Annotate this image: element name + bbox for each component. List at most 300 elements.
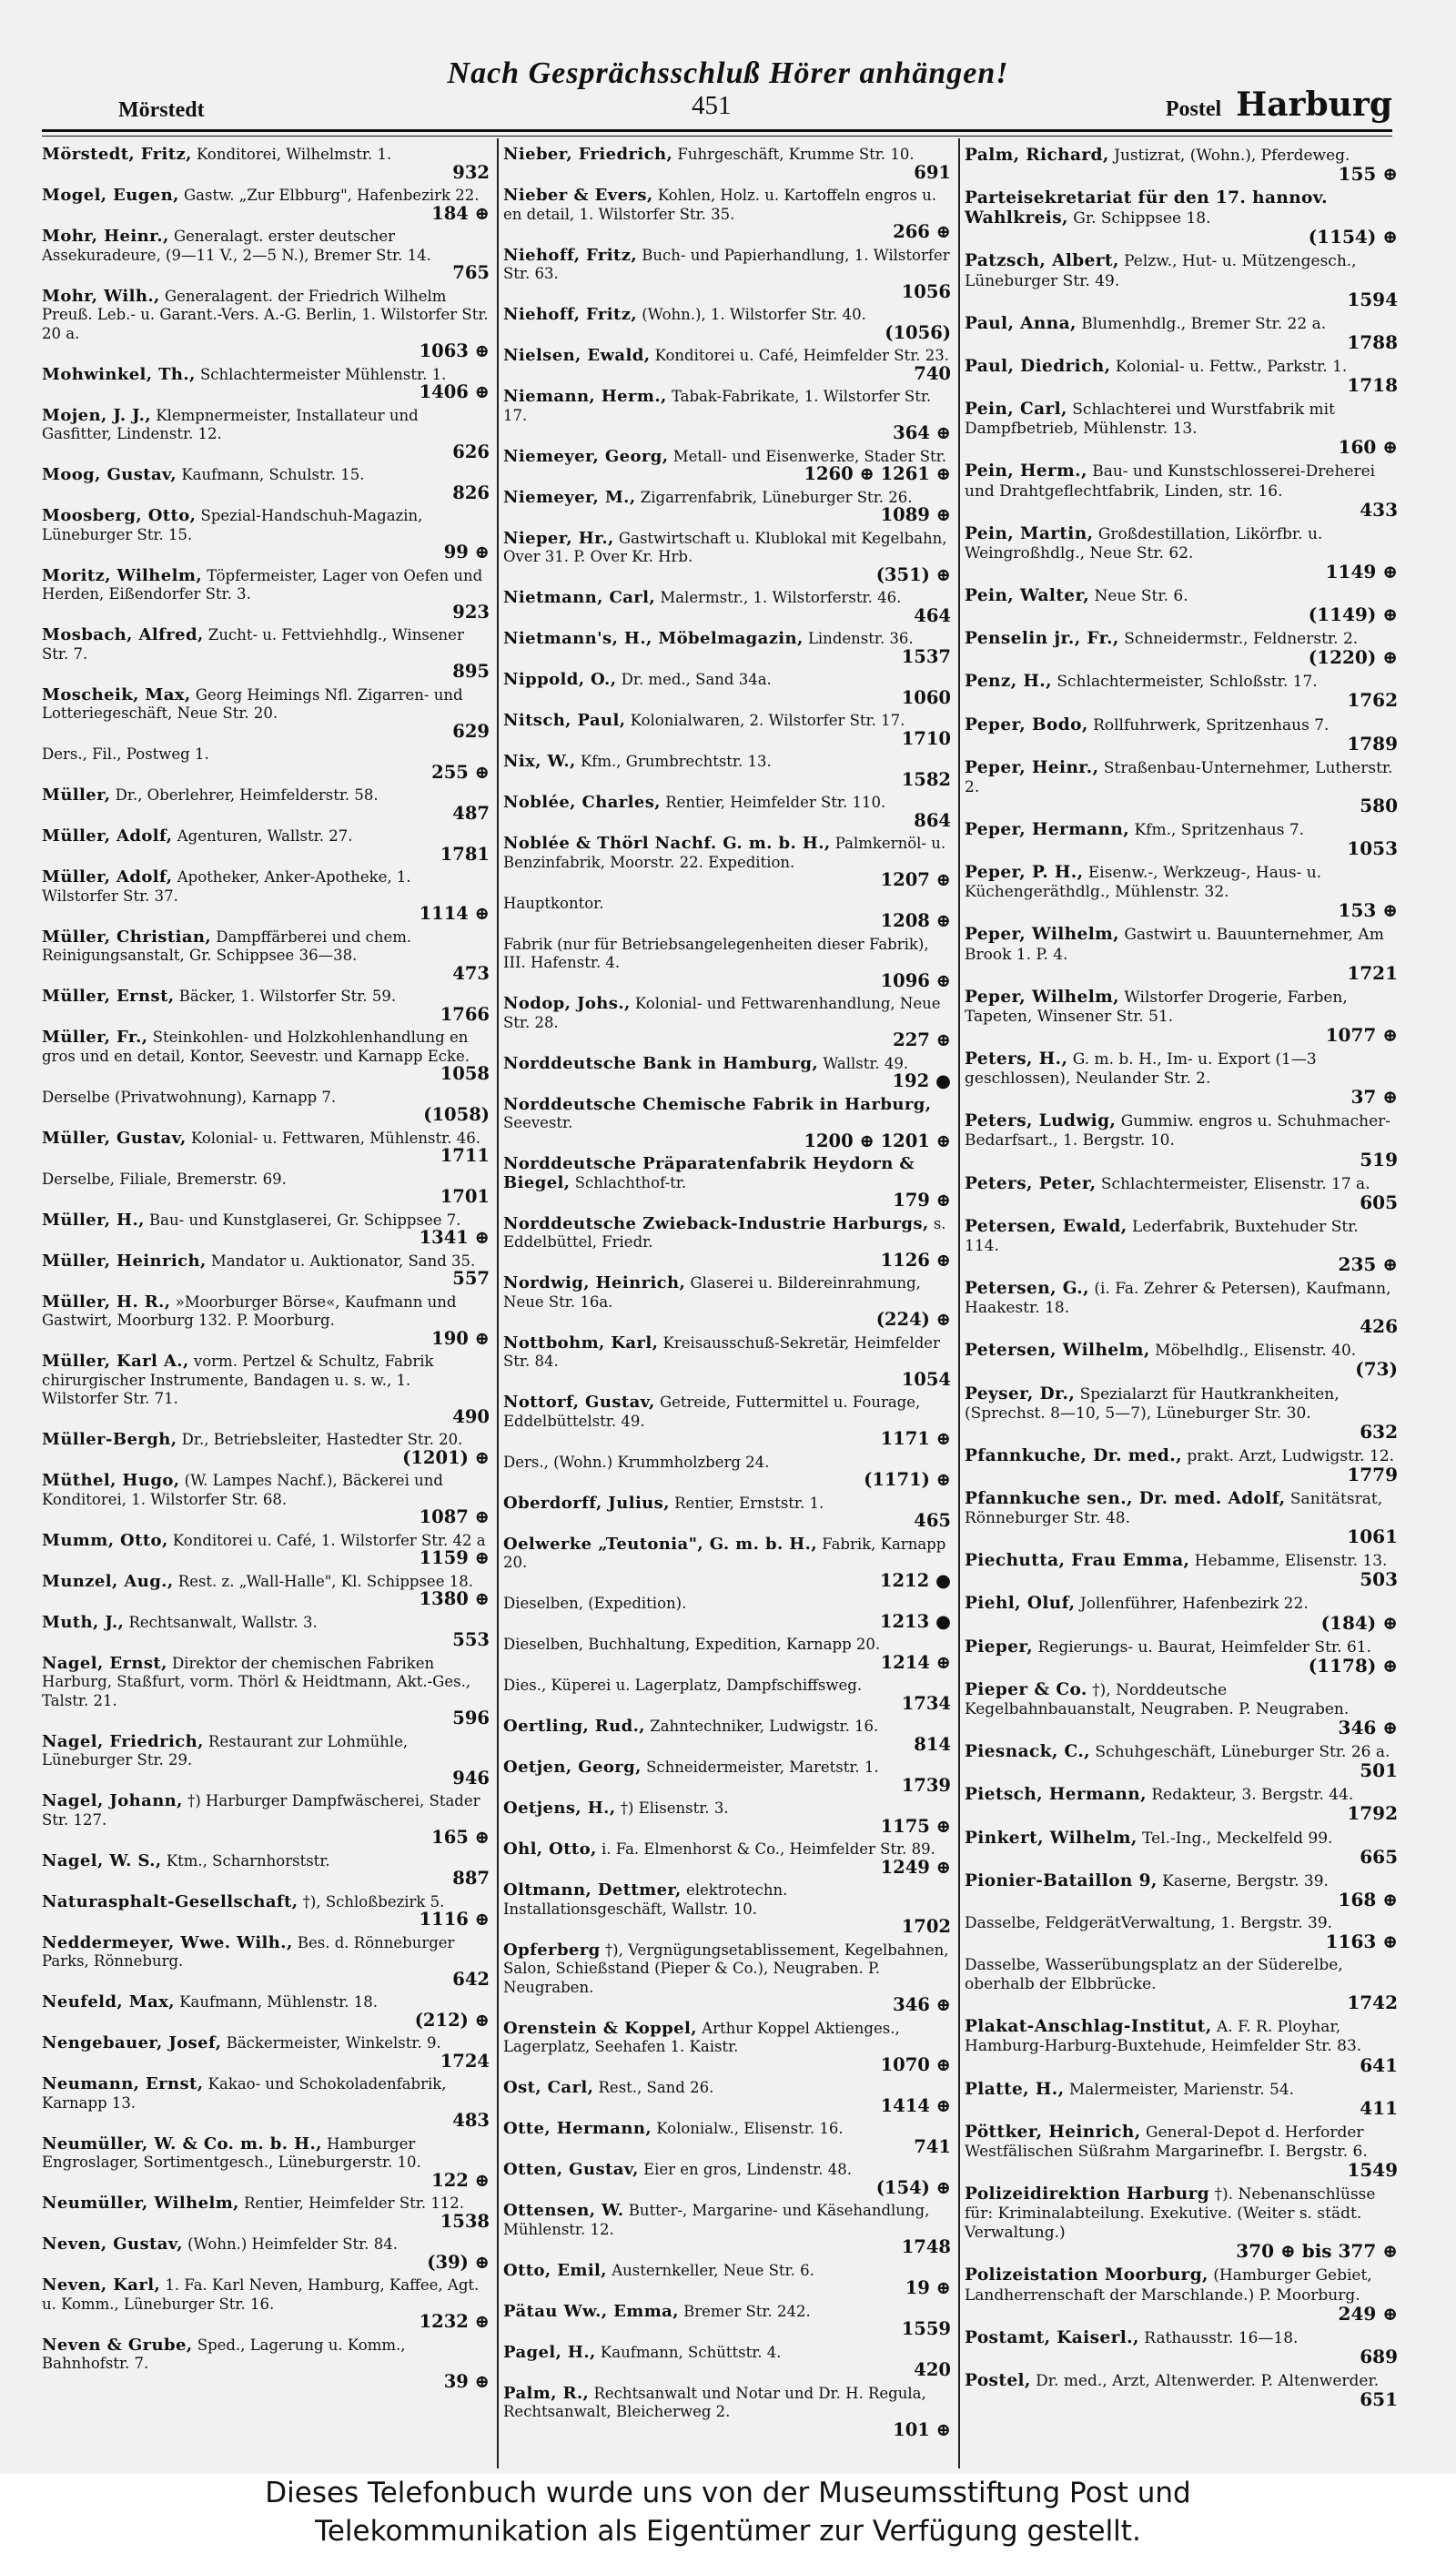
listing-entry xyxy=(503,347,951,383)
phone-number: 1056 xyxy=(901,280,951,302)
phone-number: 165 ⊕ xyxy=(431,1827,490,1848)
listing-details: Bäckermeister, Winkelstr. 9. xyxy=(226,2034,441,2052)
listing-name: Niemeyer, Georg, xyxy=(503,446,669,466)
phone-number: 1406 ⊕ xyxy=(419,381,490,402)
listing-details: Fuhrgeschäft, Krumme Str. 10. xyxy=(677,146,915,163)
listing-entry xyxy=(503,247,951,302)
listing-details: (i. Fa. Zehrer & Petersen), Kaufmann, Haakestr. 18. xyxy=(965,1280,1391,1318)
listing-entry xyxy=(42,686,490,742)
listing-entry xyxy=(42,507,490,562)
listing-entry xyxy=(42,228,490,283)
listing-name: Müller, Fr., xyxy=(42,1028,148,1047)
listing-entry xyxy=(965,1914,1398,1951)
phone-number: (154) ⊕ xyxy=(875,2176,951,2198)
listing-name: Oetjen, Georg, xyxy=(503,1758,642,1777)
listing-details: Kaserne, Bergstr. 39. xyxy=(1162,1871,1329,1890)
phone-number: 1766 xyxy=(440,1003,490,1025)
phone-number: (351) ⊕ xyxy=(875,563,951,585)
phone-number: 1096 ⊕ xyxy=(880,969,951,991)
listing-details: Kolonial- und Fettwarenhandlung, Neue Str. 28. xyxy=(503,995,941,1031)
phone-number: 346 ⊕ xyxy=(1338,1717,1398,1739)
phone-number: 689 xyxy=(1360,2345,1398,2367)
phone-number: 465 xyxy=(914,1510,951,1531)
listing-entry xyxy=(503,753,951,789)
phone-number: 629 xyxy=(452,720,490,742)
listing-details: Dr. med., Sand 34a. xyxy=(621,671,772,688)
listing-entry xyxy=(42,1089,490,1125)
phone-number: 740 xyxy=(914,362,951,384)
phone-number: 473 xyxy=(452,962,490,984)
phone-number: 426 xyxy=(1360,1315,1398,1338)
listing-details: †). Nebenanschlüsse für: Kriminalabteilung. Exekutive. (Weiter s. städt. Verwaltung.) xyxy=(965,2185,1376,2243)
phone-number: 1200 ⊕ 1201 ⊕ xyxy=(804,1130,951,1151)
phone-number: 1232 ⊕ xyxy=(419,2311,490,2332)
phone-number: 1549 xyxy=(1347,2159,1398,2181)
listing-name: Pätau Ww., Emma, xyxy=(503,2301,679,2321)
listing-entry xyxy=(965,1217,1398,1274)
listing-name: Mosbach, Alfred, xyxy=(42,625,204,644)
listing-entry xyxy=(503,2385,951,2440)
footer-line-1: Dieses Telefonbuch wurde uns von der Museumsstiftung Post und xyxy=(265,2477,1191,2509)
listing-name: Norddeutsche Präparatenfabrik Heydorn & Biegel, xyxy=(503,1154,915,1192)
listing-entry xyxy=(503,1454,951,1490)
listing-name: Müller, Gustav, xyxy=(42,1128,187,1148)
listing-name: Otten, Gustav, xyxy=(503,2160,639,2179)
listing-entry xyxy=(965,357,1398,395)
listing-name: Oertling, Rud., xyxy=(503,1717,645,1736)
listing-entry xyxy=(965,1111,1398,1169)
listing-details: Mandator u. Auktionator, Sand 35. xyxy=(210,1252,476,1270)
phone-number: 642 xyxy=(452,1968,490,1990)
listing-entry xyxy=(503,530,951,585)
listing-entry xyxy=(42,1293,490,1349)
listing-details: Ders., (Wohn.) Krummholzberg 24. xyxy=(503,1453,770,1471)
listing-details: Rechtsanwalt und Notar und Dr. H. Regula, Rechtsanwalt, Bleicherweg 2. xyxy=(503,2384,926,2420)
phone-number: 1792 xyxy=(1347,1802,1398,1825)
listing-name: Polizeidirektion Harburg xyxy=(965,2184,1210,2204)
phone-number: 864 xyxy=(914,809,951,831)
listing-details: Rentier, Ernststr. 1. xyxy=(674,1494,824,1512)
listing-entry xyxy=(42,1252,490,1289)
listing-details: vorm. Pertzel & Schultz, Fabrik chirurgischer Instrumente, Bandagen u. s. w., 1. Wilstorfer Str. 71. xyxy=(42,1353,434,1407)
listing-entry xyxy=(42,868,490,924)
phone-number: 39 ⊕ xyxy=(443,2370,490,2392)
listing-name: Pein, Walter, xyxy=(965,585,1090,605)
phone-number: 1711 xyxy=(440,1145,490,1166)
phone-number: 826 xyxy=(452,481,490,503)
listing-entry xyxy=(965,1785,1398,1823)
phone-number: 1380 ⊕ xyxy=(419,1588,490,1609)
phone-number: 1341 ⊕ xyxy=(419,1227,490,1248)
listing-name: Peper, Bodo, xyxy=(965,715,1088,735)
listing-entry xyxy=(42,1171,490,1207)
listing-name: Pionier-Bataillon 9, xyxy=(965,1870,1158,1890)
listing-entry xyxy=(42,1993,490,2030)
listing-details: Schneidermstr., Feldnerstr. 2. xyxy=(1124,630,1359,649)
phone-number: 741 xyxy=(914,2135,951,2157)
phone-number: 519 xyxy=(1360,1148,1398,1171)
phone-number: 1213 ● xyxy=(879,1610,951,1632)
listing-details: (Hamburger Gebiet, Landherrenschaft der Marschlande.) P. Moorburg. xyxy=(965,2266,1372,2305)
listing-details: Derselbe (Privatwohnung), Karnapp 7. xyxy=(42,1088,337,1106)
listing-name: Mohr, Heinr., xyxy=(42,227,169,246)
phone-number: 1207 ⊕ xyxy=(880,869,951,890)
phone-number: 346 ⊕ xyxy=(893,1994,951,2015)
listing-name: Peper, P. H., xyxy=(965,863,1084,883)
listing-name: Piesnack, C., xyxy=(965,1742,1091,1762)
listing-entry xyxy=(965,461,1398,519)
listing-entry xyxy=(42,567,490,623)
listing-details: Dies., Küperei u. Lagerplatz, Dampfschiffsweg. xyxy=(503,1677,863,1694)
listing-name: Neumüller, W. & Co. m. b. H., xyxy=(42,2133,322,2154)
listing-entry xyxy=(965,2184,1398,2261)
listing-entry xyxy=(503,1274,951,1330)
listing-details: Jollenführer, Hafenbezirk 22. xyxy=(1079,1595,1309,1614)
listing-name: Platte, H., xyxy=(965,2079,1065,2099)
listing-entry xyxy=(503,2202,951,2257)
listing-entry xyxy=(42,1532,490,1568)
listing-details: Kohlen, Holz. u. Kartoffeln engros u. en detail, 1. Wilstorfer Str. 35. xyxy=(503,187,936,223)
listing-entry xyxy=(965,1489,1398,1546)
listing-name: Nagel, W. S., xyxy=(42,1850,162,1870)
listing-name: Norddeutsche Zwieback-Industrie Harburgs, xyxy=(503,1213,929,1233)
listing-name: Pöttker, Heinrich, xyxy=(965,2122,1141,2142)
listing-name: Neven & Grube, xyxy=(42,2335,193,2355)
listing-name: Ohl, Otto, xyxy=(503,1839,597,1859)
listing-entry xyxy=(503,589,951,625)
phone-number: 370 ⊕ bis 377 ⊕ xyxy=(1236,2240,1398,2263)
listing-entry xyxy=(503,1941,951,2015)
listing-entry xyxy=(965,1049,1398,1107)
listing-entry xyxy=(503,1595,951,1631)
phone-number: (73) xyxy=(1355,1358,1398,1381)
listing-details: Kolonial- u. Fettw., Parkstr. 1. xyxy=(1115,357,1348,376)
listing-name: Paul, Diedrich, xyxy=(965,356,1111,376)
listing-entry xyxy=(503,448,951,484)
header-first-entry: Mörstedt xyxy=(118,98,205,122)
listing-entry xyxy=(42,2034,490,2071)
listing-name: Neufeld, Max, xyxy=(42,1992,175,2012)
listing-name: Neumüller, Wilhelm, xyxy=(42,2194,239,2213)
phone-number: 1724 xyxy=(440,2050,490,2072)
listing-details: Hauptkontor. xyxy=(503,894,604,912)
listing-entry xyxy=(965,925,1398,982)
listing-name: Nottorf, Gustav, xyxy=(503,1393,655,1412)
listing-entry xyxy=(965,1871,1398,1910)
listing-details: Dasselbe, Wasserübungsplatz an der Süderelbe, oberhalb der Elbbrücke. xyxy=(965,1956,1343,1994)
listing-details: Gastwirtschaft u. Klublokal mit Kegelbahn, Over 31. P. Over Kr. Hrb. xyxy=(503,529,947,565)
listing-details: Buch- und Papierhandlung, 1. Wilstorfer Str. 63. xyxy=(503,246,950,282)
listing-name: Palm, R., xyxy=(503,2383,590,2403)
listing-details: Schlachtermeister Mühlenstr. 1. xyxy=(200,365,447,383)
listing-entry xyxy=(42,288,490,361)
listing-details: Generalagent. der Friedrich Wilhelm Preuß. Leb.- u. Garant.-Vers. A.-G. Berlin, 1. Wilstorfer Str. 20 a. xyxy=(42,287,489,342)
listing-details: Malermeister, Marienstr. 54. xyxy=(1068,2080,1295,2099)
listing-entry xyxy=(42,1573,490,1609)
phone-number: 596 xyxy=(452,1708,490,1728)
listing-details: Neue Str. 6. xyxy=(1094,586,1188,605)
listing-entry xyxy=(965,1956,1398,2012)
listing-entry xyxy=(42,745,490,782)
phone-number: 255 ⊕ xyxy=(431,761,490,783)
phone-number: 1249 ⊕ xyxy=(880,1856,951,1878)
listing-details: Kolonialw., Elisenstr. 16. xyxy=(656,2120,844,2137)
listing-details: Blumenhdlg., Bremer Str. 22 a. xyxy=(1081,314,1327,333)
phone-number: 101 ⊕ xyxy=(893,2418,951,2440)
listing-details: Bau- und Kunstschlosserei-Dreherei und Drahtgeflechtfabrik, Linden, str. 16. xyxy=(965,462,1376,501)
listing-name: Nagel, Friedrich, xyxy=(42,1731,204,1751)
phone-number: 501 xyxy=(1360,1759,1398,1782)
listing-name: Moscheik, Max, xyxy=(42,684,191,704)
phone-number: 503 xyxy=(1360,1568,1398,1591)
listing-details: Konditorei, Wilhelmstr. 1. xyxy=(197,146,392,163)
listing-details: Konditorei u. Café, Heimfelder Str. 23. xyxy=(654,347,949,364)
listing-details: Ktm., Scharnhorststr. xyxy=(166,1851,330,1870)
phone-number: 155 ⊕ xyxy=(1338,163,1398,186)
phone-number: (1220) ⊕ xyxy=(1308,646,1398,669)
listing-entry xyxy=(503,630,951,666)
listing-details: Palmkernöl- u. Benzinfabrik, Moorstr. 22. Expedition. xyxy=(503,835,946,871)
phone-number: 1701 xyxy=(440,1186,490,1207)
phone-number: 1779 xyxy=(1347,1463,1398,1485)
listing-entry xyxy=(42,2276,490,2332)
listing-name: Paul, Anna, xyxy=(965,313,1077,333)
phone-number: 1126 ⊕ xyxy=(880,1249,951,1271)
listing-details: Apotheker, Anker-Apotheke, 1. Wilstorfer Str. 37. xyxy=(42,868,411,905)
listing-details: A. F. R. Ployhar, Hamburg-Harburg-Buxtehude, Heimfelder Str. 83. xyxy=(965,2018,1362,2056)
listing-name: Müller, Adolf, xyxy=(42,826,173,846)
listing-name: Plakat-Anschlag-Institut, xyxy=(965,2017,1212,2037)
phone-number: 1175 ⊕ xyxy=(880,1815,951,1837)
listing-details: Ders., Fil., Postweg 1. xyxy=(42,745,209,763)
listing-details: Pelzw., Hut- u. Mützengesch., Lüneburger Str. 49. xyxy=(965,252,1357,290)
listing-entry xyxy=(42,1211,490,1248)
listing-details: Steinkohlen- und Holzkohlenhandlung en gros und en detail, Kontor, Seevestr. und Karnapp Ecke. xyxy=(42,1029,470,1065)
listing-details: »Moorburger Börse«, Kaufmann und Gastwirt, Moorburg 132. P. Moorburg. xyxy=(42,1292,457,1329)
phone-number: 1087 ⊕ xyxy=(419,1506,490,1527)
listing-name: Patzsch, Albert, xyxy=(965,251,1119,271)
phone-number: 641 xyxy=(1360,2053,1398,2076)
listing-name: Peper, Hermann, xyxy=(965,820,1130,839)
listing-details: Spezial-Handschuh-Magazin, Lüneburger Str. 15. xyxy=(42,507,423,543)
listing-entry xyxy=(965,2265,1398,2323)
listing-entry xyxy=(965,988,1398,1045)
phone-number: 626 xyxy=(452,441,490,462)
phone-number: 1721 xyxy=(1347,961,1398,984)
phone-number: 1070 ⊕ xyxy=(880,2053,951,2075)
listing-details: Agenturen, Wallstr. 27. xyxy=(177,827,353,845)
listing-details: Straßenbau-Unternehmer, Lutherstr. 2. xyxy=(965,758,1393,796)
phone-number: 1214 ⊕ xyxy=(880,1651,951,1673)
listing-name: Noblée, Charles, xyxy=(503,793,661,812)
column-divider xyxy=(958,138,960,2468)
listing-name: Peper, Heinr., xyxy=(965,757,1099,777)
column-divider xyxy=(497,138,499,2468)
listing-details: Tel.-Ing., Meckelfeld 99. xyxy=(1142,1829,1333,1848)
listing-details: Fabrik (nur für Betriebsangelegenheiten dieser Fabrik), III. Hafenstr. 4. xyxy=(503,935,929,971)
listing-details: Dasselbe, FeldgerätVerwaltung, 1. Bergstr. 39. xyxy=(965,1913,1333,1932)
phone-number: 553 xyxy=(452,1629,490,1650)
listing-details: Schlachtermeister, Schloßstr. 17. xyxy=(1057,673,1318,692)
listing-details: Georg Heimings Nfl. Zigarren- und Lotteriegeschäft, Neue Str. 20. xyxy=(42,685,463,722)
listing-entry xyxy=(42,1130,490,1166)
phone-number: 364 ⊕ xyxy=(893,422,951,443)
listing-name: Norddeutsche Chemische Fabrik in Harburg, xyxy=(503,1094,932,1114)
listing-entry xyxy=(42,1792,490,1848)
listing-details: Bremer Str. 242. xyxy=(683,2302,811,2320)
listing-entry xyxy=(42,1852,490,1889)
column-1 xyxy=(42,146,490,2396)
phone-number: (1149) ⊕ xyxy=(1308,603,1398,626)
listing-details: Rollfuhrwerk, Spritzenhaus 7. xyxy=(1093,715,1330,735)
listing-entry xyxy=(965,1637,1398,1676)
listing-name: Müller, Adolf, xyxy=(42,867,173,887)
listing-name: Pinkert, Wilhelm, xyxy=(965,1828,1138,1848)
listing-name: Neven, Gustav, xyxy=(42,2235,183,2254)
listing-entry xyxy=(965,863,1398,920)
phone-number: 1063 ⊕ xyxy=(419,340,490,361)
listing-entry xyxy=(503,1096,951,1151)
listing-name: Müller-Bergh, xyxy=(42,1430,177,1449)
listing-details: Butter-, Margarine- und Käsehandlung, Mühlenstr. 12. xyxy=(503,2202,930,2238)
listing-details: Schlachthof-tr. xyxy=(574,1173,687,1191)
listing-name: Petersen, Wilhelm, xyxy=(965,1341,1150,1361)
listing-details: Eier en gros, Lindenstr. 48. xyxy=(643,2161,852,2178)
phone-number: 1762 xyxy=(1347,689,1398,712)
listing-entry xyxy=(503,2303,951,2339)
listing-name: Muth, J., xyxy=(42,1612,125,1632)
listing-details: Kaufmann, Schulstr. 15. xyxy=(181,466,365,483)
listing-details: Arthur Koppel Aktienges., Lagerplatz, Seehafen 1. Kaistr. xyxy=(503,2019,900,2055)
listing-details: Regierungs- u. Baurat, Heimfelder Str. 61. xyxy=(1037,1637,1372,1657)
listing-entry xyxy=(503,388,951,443)
listing-name: Parteisekretariat für den 17. hannov. Wahlkreis, xyxy=(965,188,1328,228)
listing-entry xyxy=(965,251,1398,309)
listing-entry xyxy=(503,671,951,707)
listing-details: Bau- und Kunstglaserei, Gr. Schippsee 7. xyxy=(149,1211,461,1229)
listing-entry xyxy=(503,2344,951,2380)
listing-name: Oberdorff, Julius, xyxy=(503,1493,670,1513)
listing-details: (Wohn.) Heimfelder Str. 84. xyxy=(187,2235,398,2253)
listing-entry xyxy=(503,2079,951,2115)
listing-details: Rentier, Heimfelder Str. 110. xyxy=(665,794,886,811)
phone-number: 1077 ⊕ xyxy=(1325,1023,1398,1046)
phone-number: (1201) ⊕ xyxy=(402,1446,490,1468)
listing-name: Opferberg xyxy=(503,1940,601,1960)
listing-name: Nieper, Hr., xyxy=(503,528,614,548)
listing-name: Munzel, Aug., xyxy=(42,1571,174,1591)
phone-number: 184 ⊕ xyxy=(431,202,490,224)
listing-details: Schlachterei und Wurstfabrik mit Dampfbetrieb, Mühlenstr. 13. xyxy=(965,400,1335,439)
header-rule xyxy=(42,129,1392,132)
listing-name: Pfannkuche sen., Dr. med. Adolf, xyxy=(965,1489,1286,1508)
listing-name: Nagel, Johann, xyxy=(42,1791,183,1810)
listing-details: Sanitätsrat, Rönneburger Str. 48. xyxy=(965,1490,1383,1528)
listing-entry xyxy=(503,1334,951,1390)
listing-entry xyxy=(503,1215,951,1271)
phone-number: 1414 ⊕ xyxy=(880,2094,951,2116)
listing-details: Bäcker, 1. Wilstorfer Str. 59. xyxy=(178,988,397,1005)
listing-entry xyxy=(503,712,951,748)
listing-name: Peper, Wilhelm, xyxy=(965,925,1119,945)
footer-line-2: Telekommunikation als Eigentümer zur Verfügung gestellt. xyxy=(315,2515,1141,2548)
listing-name: Piechutta, Frau Emma, xyxy=(965,1551,1190,1571)
listing-entry xyxy=(503,146,951,182)
phone-number: 1058 xyxy=(440,1063,490,1084)
listing-entry xyxy=(965,1594,1398,1632)
listing-name: Neumann, Ernst, xyxy=(42,2074,204,2093)
listing-details: Spezialarzt für Hautkrankheiten, (Sprechst. 8—10, 5—7), Lüneburger Str. 30. xyxy=(965,1384,1340,1423)
listing-name: Peyser, Dr., xyxy=(965,1383,1076,1404)
listing-entry xyxy=(965,314,1398,352)
listing-details: Gastwirt u. Bauunternehmer, Am Brook 1. P. 4. xyxy=(965,926,1384,964)
listing-details: Schuhgeschäft, Lüneburger Str. 26 a. xyxy=(1095,1743,1390,1762)
listing-entry xyxy=(42,2235,490,2272)
listing-entry xyxy=(965,820,1398,858)
listing-details: Seevestr. xyxy=(503,1114,573,1131)
phone-number: (1154) ⊕ xyxy=(1308,226,1398,248)
phone-number: 168 ⊕ xyxy=(1338,1888,1398,1910)
listing-name: Niemann, Herm., xyxy=(503,387,667,406)
listing-name: Nagel, Ernst, xyxy=(42,1653,167,1673)
listing-name: Neddermeyer, Wwe. Wilh., xyxy=(42,1932,293,1952)
listing-name: Noblée & Thörl Nachf. G. m. b. H., xyxy=(503,834,831,853)
listing-details: †), Schloßbezirk 5. xyxy=(302,1892,445,1910)
listing-details: elektrotechn. Installationsgeschäft, Wallstr. 10. xyxy=(503,1881,788,1918)
listing-name: Palm, Richard, xyxy=(965,146,1109,165)
listing-name: Postel, xyxy=(965,2370,1031,2390)
listing-entry xyxy=(965,1279,1398,1336)
phone-number: 1559 xyxy=(901,2318,951,2339)
listing-entry xyxy=(42,928,490,984)
phone-number: 1061 xyxy=(1347,1525,1398,1548)
listing-details: Lindenstr. 36. xyxy=(807,630,914,647)
listing-name: Moritz, Wilhelm, xyxy=(42,565,202,585)
listing-entry xyxy=(965,524,1398,582)
listing-name: Pagel, H., xyxy=(503,2342,596,2362)
listing-entry xyxy=(503,1840,951,1877)
listing-entry xyxy=(503,1799,951,1836)
listing-name: Petersen, G., xyxy=(965,1279,1089,1299)
listing-entry xyxy=(503,1495,951,1531)
listing-details: Zigarrenfabrik, Lüneburger Str. 26. xyxy=(640,488,913,506)
listing-entry xyxy=(503,1535,951,1591)
listing-details: Kolonial- u. Fettwaren, Mühlenstr. 46. xyxy=(190,1129,480,1147)
listing-details: Dieselben, Buchhaltung, Expedition, Karnapp 20. xyxy=(503,1636,881,1653)
listing-name: Nix, W., xyxy=(503,752,576,771)
listing-entry xyxy=(42,146,490,182)
listing-entry xyxy=(42,2075,490,2131)
listing-name: Pfannkuche, Dr. med., xyxy=(965,1445,1182,1465)
listing-entry xyxy=(42,2336,490,2392)
listing-details: Dieselben, (Expedition). xyxy=(503,1595,687,1612)
phone-number: 487 xyxy=(452,802,490,824)
phone-number: 1260 ⊕ 1261 ⊕ xyxy=(804,463,951,484)
listing-details: Justizrat, (Wohn.), Pferdeweg. xyxy=(1114,147,1350,165)
listing-details: Direktor der chemischen Fabriken Harburg, Staßfurt, vorm. Thörl & Heidtmann, Akt.-Ges., Talstr. 21. xyxy=(42,1654,471,1709)
header-last-entry: Postel xyxy=(1165,97,1222,121)
listing-details: Rest. z. „Wall-Halle", Kl. Schippsee 18. xyxy=(177,1572,473,1590)
phone-number: 605 xyxy=(1360,1191,1398,1213)
listing-details: Möbelhdlg., Elisenstr. 40. xyxy=(1155,1342,1357,1361)
listing-details: †), Norddeutsche Kegelbahnbauanstalt, Neugraben. P. Neugraben. xyxy=(965,1680,1350,1718)
phone-number: 1149 ⊕ xyxy=(1325,560,1398,583)
listing-entry xyxy=(965,1446,1398,1485)
listing-name: Penz, H., xyxy=(965,672,1052,692)
phone-number: 99 ⊕ xyxy=(443,542,490,562)
listing-entry xyxy=(503,794,951,830)
phone-number: 464 xyxy=(914,604,951,626)
